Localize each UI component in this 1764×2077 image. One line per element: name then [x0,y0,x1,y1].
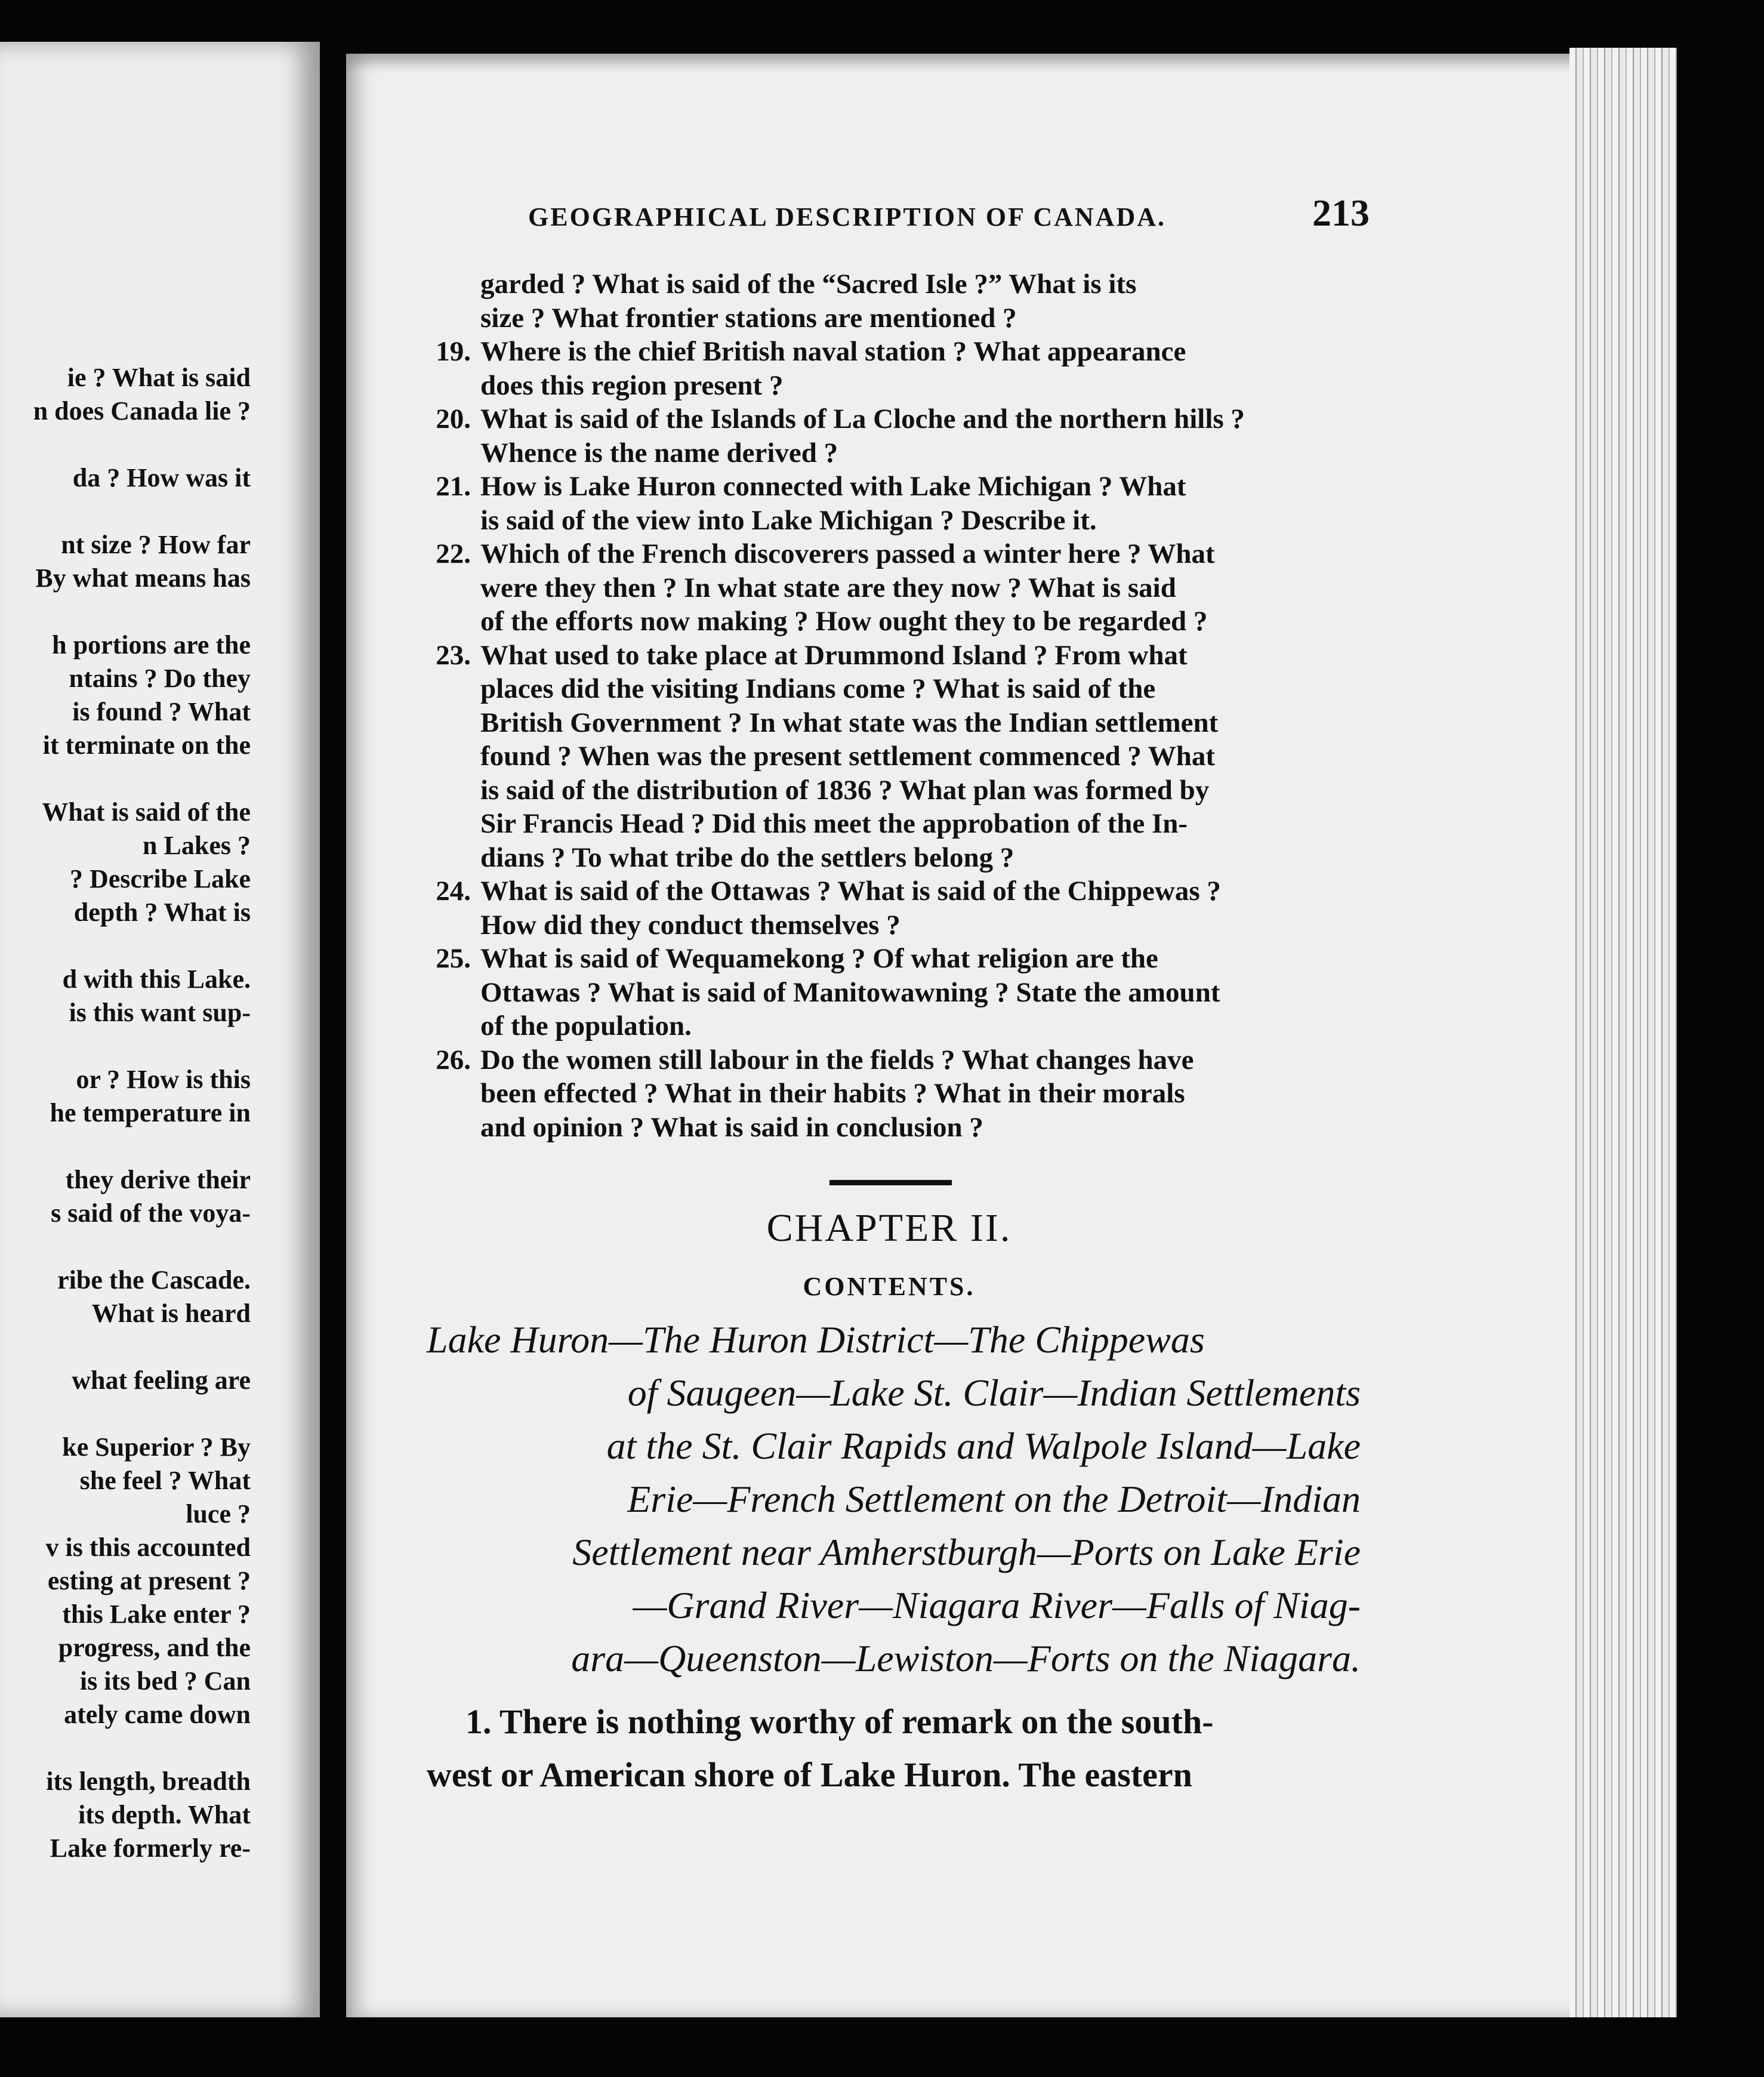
question-line: and opinion ? What is said in conclusion ? [480,1111,983,1143]
question-continuation [412,267,1361,335]
running-header [528,191,1370,235]
previous-page-line: she feel ? What [79,1466,251,1495]
previous-page-line: s said of the voya- [51,1198,251,1228]
question-line: Sir Francis Head ? Did this meet the approbation of the In- [480,808,1188,839]
previous-page-line: what feeling are [72,1366,251,1395]
chapter-contents [427,1313,1361,1685]
previous-page-line: ? Describe Lake [69,864,251,893]
previous-page-fragment [0,42,320,2017]
question-text [480,1043,1361,1145]
question-items [412,335,1361,1144]
previous-page-line: is this want sup- [69,998,251,1027]
previous-page-line: progress, and the [58,1633,251,1662]
question-item [412,942,1361,1043]
previous-page-line: ke Superior ? By [62,1432,251,1462]
contents-heading: CONTENTS. [803,1272,976,1301]
contents-line: Lake Huron—The Huron District—The Chippewas [427,1318,1205,1361]
previous-page-line: luce ? [186,1499,251,1529]
question-number: 25. [436,943,471,974]
previous-page-line: ie ? What is said [67,363,251,392]
question-line: What used to take place at Drummond Island ? From what [480,639,1188,671]
question-item [412,470,1361,537]
question-text [480,537,1361,639]
previous-page-line: By what means has [35,563,251,593]
question-list [412,267,1361,1144]
question-line: dians ? To what tribe do the settlers belong ? [480,842,1014,873]
previous-page-line: n does Canada lie ? [33,396,251,426]
previous-page-line: this Lake enter ? [62,1600,251,1629]
page-edges [1569,48,1677,2017]
previous-page-line: is found ? What [72,697,251,726]
previous-page-line: ately came down [64,1700,251,1729]
previous-page-line: da ? How was it [72,463,251,492]
previous-page-line: v is this accounted [45,1533,251,1562]
previous-page-line: esting at present ? [47,1566,251,1595]
question-item [412,1043,1361,1145]
question-line: is said of the view into Lake Michigan ? Describe it. [480,504,1097,536]
question-text [480,335,1361,402]
contents-line: Erie—French Settlement on the Detroit—Indian [627,1478,1361,1520]
question-line: been effected ? What in their habits ? What in their morals [480,1078,1185,1109]
running-title: GEOGRAPHICAL DESCRIPTION OF CANADA. [528,202,1167,232]
previous-page-line: its length, breadth [46,1767,251,1796]
question-text [480,470,1361,537]
question-line: Ottawas ? What is said of Manitowawning ? State the amount [480,976,1220,1008]
question-line: size ? What frontier stations are mentioned ? [480,302,1017,334]
previous-page-line: n Lakes ? [143,831,251,860]
previous-page-line: nt size ? How far [61,530,251,559]
question-number: 24. [436,876,471,907]
contents-line: —Grand River—Niagara River—Falls of Niag- [633,1584,1361,1626]
question-line: What is said of Wequamekong ? Of what religion are the [480,943,1158,974]
previous-page-line: depth ? What is [73,898,251,927]
question-line: found ? When was the present settlement commenced ? What [480,741,1216,772]
previous-page-line: or ? How is this [76,1065,251,1094]
question-line: Where is the chief British naval station ? What appearance [480,336,1186,367]
previous-page-line: is its bed ? Can [79,1666,251,1696]
contents-line: Settlement near Amherstburgh—Ports on Lake Erie [572,1531,1361,1573]
question-line: Which of the French discoverers passed a winter here ? What [480,538,1215,569]
question-item [412,639,1361,875]
question-line: places did the visiting Indians come ? What is said of the [480,673,1156,704]
previous-page-line: h portions are the [52,630,251,660]
question-line: Do the women still labour in the fields ? What changes have [480,1044,1194,1076]
question-text [480,874,1361,942]
previous-page-line: they derive their [65,1165,251,1194]
section-divider [829,1180,952,1185]
question-line: Whence is the name derived ? [480,437,838,469]
question-line: How is Lake Huron connected with Lake Michigan ? What [480,471,1186,502]
question-number: 21. [436,471,471,502]
previous-page-line: he temperature in [50,1098,251,1127]
body-paragraph [427,1695,1361,1801]
question-line: What is said of the Ottawas ? What is said of the Chippewas ? [480,876,1221,907]
previous-page-line: ribe the Cascade. [57,1265,251,1295]
question-line: of the population. [480,1010,692,1041]
question-line: were they then ? In what state are they now ? What is said [480,572,1176,603]
body-line: 1. There is nothing worthy of remark on the south- [465,1702,1214,1741]
previous-page-line: What is heard [91,1299,251,1328]
question-item [412,402,1361,470]
question-line: is said of the distribution of 1836 ? What plan was formed by [480,774,1210,806]
question-item [412,874,1361,942]
previous-page-line: What is said of the [42,797,251,827]
question-line: garded ? What is said of the “Sacred Isle ?” What is its [480,269,1137,300]
contents-line: of Saugeen—Lake St. Clair—Indian Settlements [627,1372,1361,1414]
question-text [480,402,1361,470]
question-item [412,537,1361,639]
question-line: does this region present ? [480,369,784,401]
page-number: 213 [1312,192,1370,234]
question-item [412,335,1361,402]
previous-page-line: Lake formerly re- [50,1833,251,1863]
contents-line: ara—Queenston—Lewiston—Forts on the Niagara. [571,1637,1361,1680]
question-number: 20. [436,403,471,434]
previous-page-line: its depth. What [78,1800,251,1829]
chapter-title: CHAPTER II. [766,1206,1012,1250]
contents-line: at the St. Clair Rapids and Walpole Island—Lake [606,1425,1361,1467]
question-number: 26. [436,1044,471,1076]
question-text [480,942,1361,1043]
question-line: How did they conduct themselves ? [480,909,900,941]
previous-page-line: ntains ? Do they [69,664,251,693]
previous-page-line: d with this Lake. [62,964,251,994]
question-line: of the efforts now making ? How ought they to be regarded ? [480,606,1208,637]
question-line: What is said of the Islands of La Cloche and the northern hills ? [480,403,1245,434]
question-number: 23. [436,639,471,671]
question-number: 22. [436,538,471,569]
previous-page-line: it terminate on the [42,731,251,760]
body-line: west or American shore of Lake Huron. The eastern [427,1755,1192,1794]
question-number: 19. [436,336,471,367]
question-text [480,639,1361,875]
question-line: British Government ? In what state was the Indian settlement [480,707,1219,738]
